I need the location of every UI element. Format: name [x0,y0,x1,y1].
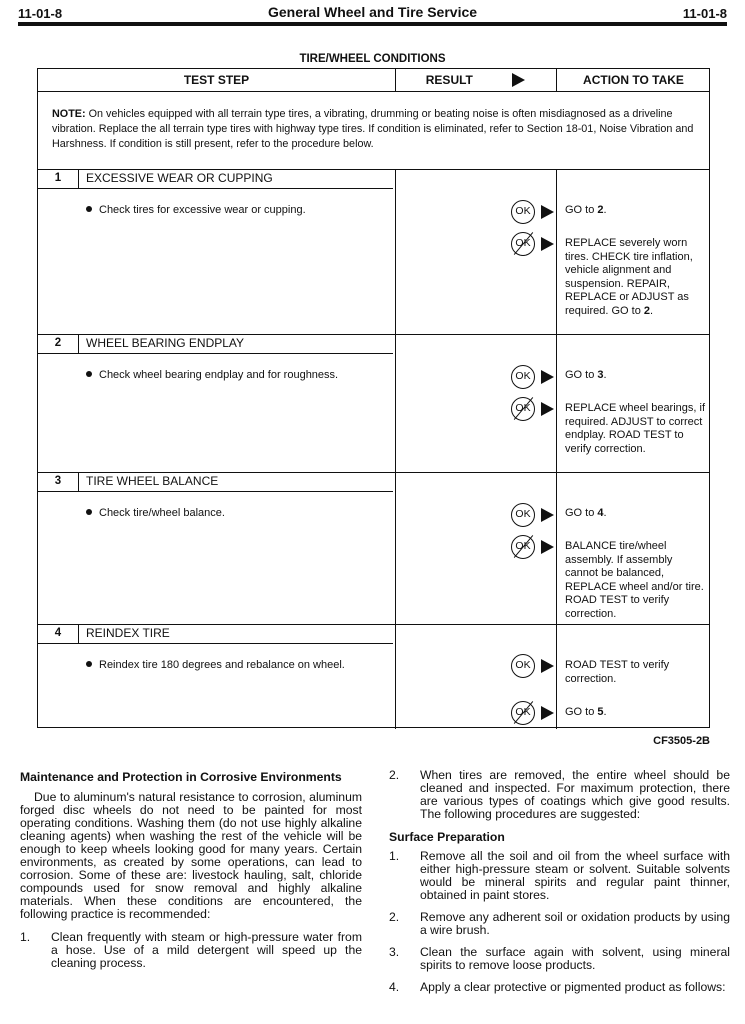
page-header [18,4,727,24]
note-text: On vehicles equipped with all terrain type tires, a vibrating, drumming or beating noise is often misdiagnosed as a driveline vibration. Replace the all terrain type tires with highway type tires. If condition is eliminated, refer to Section 18-01, Noise Vibration and Harshness. If condition is still present, refer to the procedure below. [52,108,694,150]
bullet-icon [86,509,92,515]
table-title: TIRE/WHEEL CONDITIONS [299,53,446,65]
step-number: 4 [54,627,62,639]
ok-action: GO to 3. [565,369,607,381]
table-note [52,107,695,152]
ok-action: GO to 4. [565,507,607,519]
arrow-right-icon [541,237,554,251]
not-ok-circle-icon: OK [511,397,535,421]
step-check: Check tire/wheel balance. [86,506,225,521]
step-num-divider [78,472,79,491]
subsection-title: Surface Preparation [389,830,505,844]
step-number: 3 [54,475,62,487]
not-ok-action: REPLACE wheel bearings, if required. ADJUST to correct endplay. ROAD TEST to verify correction. [565,402,706,455]
step-title-rule [38,491,393,492]
not-ok-circle-icon: OK [511,701,535,725]
note-label: NOTE: [52,108,86,120]
step-title: TIRE WHEEL BALANCE [86,474,219,488]
not-ok-result [511,232,555,256]
col-divider-result [395,169,396,729]
not-ok-circle-icon: OK [511,535,535,559]
step-title-rule [38,643,393,644]
step-num-divider [78,169,79,188]
not-ok-action: BALANCE tire/wheel assembly. If assembly cannot be balanced, REPLACE wheel and/or tire. ROAD TEST to verify correction. [565,540,704,620]
ok-circle-icon: OK [511,365,535,389]
ok-result [511,200,555,224]
bullet-icon [86,661,92,667]
page-number-right: 11-01-8 [682,6,727,21]
not-ok-action: GO to 5. [565,706,607,718]
step-title-rule [38,188,393,189]
ok-result [511,654,555,678]
not-ok-result [511,397,555,421]
arrow-right-icon [541,706,554,720]
not-ok-action: REPLACE severely worn tires. CHECK tire inflation, vehicle alignment and suspension. REPAIR, REPLACE or ADJUST as required. GO to 2. [565,237,693,317]
arrow-right-icon [512,73,525,87]
right-column [389,769,730,994]
not-ok-result [511,701,555,725]
page-title: General Wheel and Tire Service [267,4,478,20]
section-title: Maintenance and Protection in Corrosive Environments [20,770,342,784]
list-item: 2. When tires are removed, the entire wheel should be cleaned and inspected. For maximum protection, there are various types of coatings which give good results. The following procedures are suggested: [389,768,730,821]
step-title: REINDEX TIRE [86,626,170,640]
step-num-divider [78,334,79,353]
arrow-right-icon [541,659,554,673]
step-check: Check tires for excessive wear or cupping. [86,203,306,218]
step-title: WHEEL BEARING ENDPLAY [86,336,245,350]
col-header-test-step: TEST STEP [183,73,250,87]
list-item: 3. Clean the surface again with solvent, using mineral spirits to remove loose products. [389,945,730,972]
not-ok-result [511,535,555,559]
step-number: 2 [54,337,62,349]
arrow-right-icon [541,402,554,416]
step-number: 1 [54,172,62,184]
step-title: EXCESSIVE WEAR OR CUPPING [86,171,273,185]
page-number-left: 11-01-8 [18,6,63,21]
intro-paragraph: Due to aluminum's natural resistance to corrosion, aluminum forged disc wheels do not need to be painted for most operating conditions. Washing them (do not use highly alkaline cleaning agents) when washing the rest of the vehicle will be enough to keep wheels looking good for many years. Certain environments, as created by some operations, can lead to corrosion. Some of these are: livestock hauling, salt, chloride compounds used for snow removal and highly alkaline materials. When these conditions are encountered, the following practice is recommended: [20,790,362,921]
ok-circle-icon: OK [511,200,535,224]
list-item: 1. Clean frequently with steam or high-pressure water from a hose. Use of a mild detergent will speed up the cleaning process. [20,930,362,970]
arrow-right-icon [541,205,554,219]
conditions-table [37,68,710,728]
ok-circle-icon: OK [511,654,535,678]
col-header-action: ACTION TO TAKE [583,73,684,87]
ok-circle-icon: OK [511,503,535,527]
step-title-rule [38,353,393,354]
header-row-rule [38,91,709,92]
list-item: 4. Apply a clear protective or pigmented product as follows: [389,980,726,994]
arrow-right-icon [541,508,554,522]
left-column [20,770,362,970]
arrow-right-icon [541,540,554,554]
col-header-result-label: RESULT [425,73,473,87]
col-divider-action [556,169,557,729]
header-rule [18,22,727,26]
bullet-icon [86,371,92,377]
arrow-right-icon [541,370,554,384]
ok-result [511,503,555,527]
ok-result [511,365,555,389]
figure-reference: CF3505-2B [653,735,710,747]
step-check: Reindex tire 180 degrees and rebalance on wheel. [86,658,345,673]
ok-action: ROAD TEST to verify correction. [565,659,670,685]
step-num-divider [78,624,79,643]
not-ok-circle-icon: OK [511,232,535,256]
col-header-result [395,69,556,91]
list-item: 2. Remove any adherent soil or oxidation products by using a wire brush. [389,910,730,937]
list-item: 1. Remove all the soil and oil from the wheel surface with either high-pressure steam or solvent. Suitable solvents would be mineral spirits and regular paint thinner, obtained in paint stores. [389,849,730,902]
ok-action: GO to 2. [565,204,607,216]
bullet-icon [86,206,92,212]
step-check: Check wheel bearing endplay and for roughness. [86,368,338,383]
